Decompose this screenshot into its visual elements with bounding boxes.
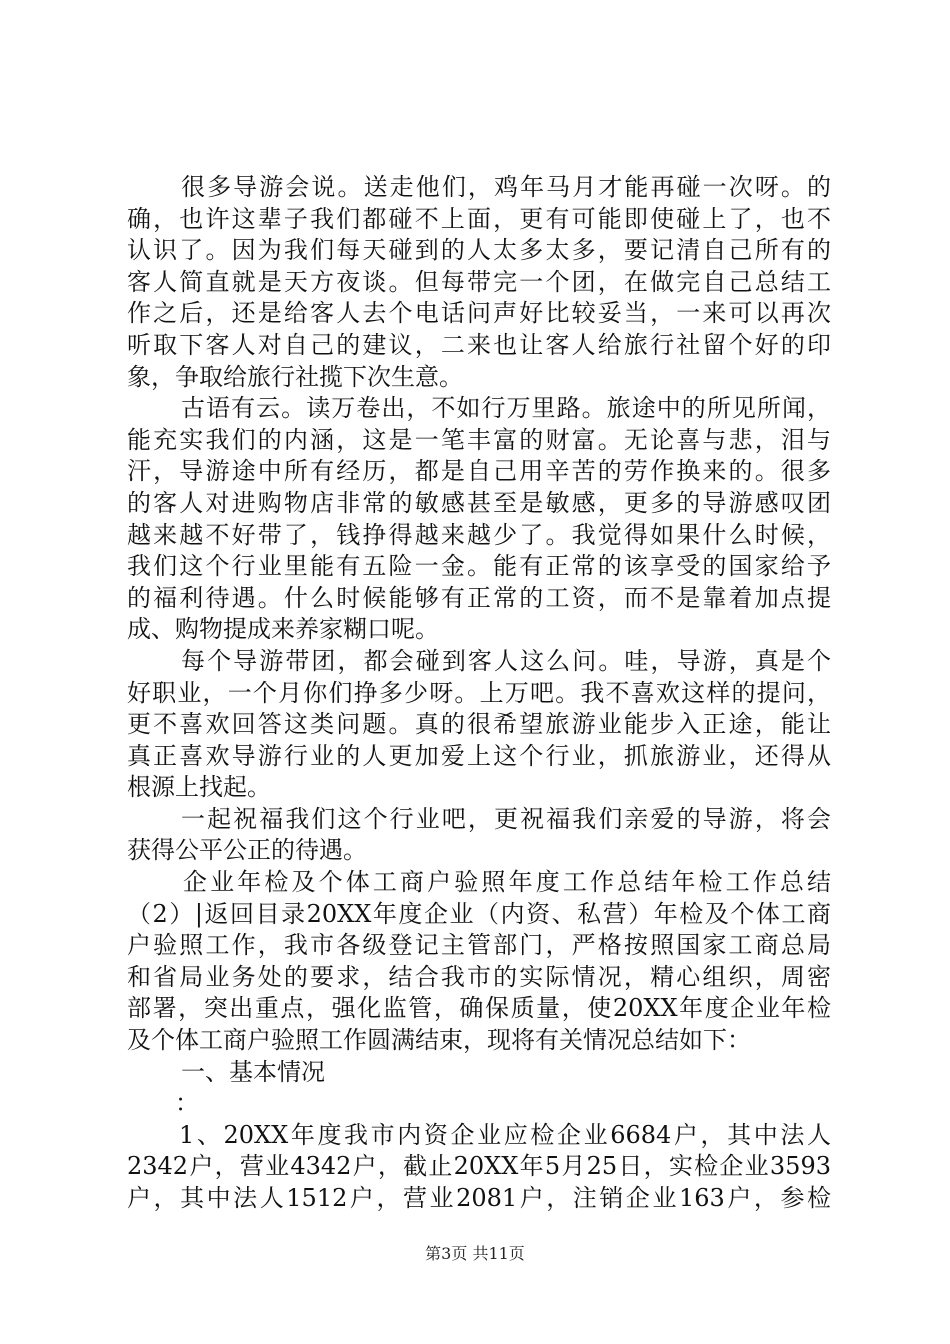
paragraph-line: 每个导游带团，都会碰到客人这么问。哇，导游，真是个 [181,646,831,675]
paragraph-line: 2342户，营业4342户，截止20XX年5月25日，实检企业3593 [127,1152,831,1181]
paragraph-line: 汗，导游途中所有经历，都是自己用辛苦的劳作换来的。很多 [127,457,831,486]
paragraph-line: 越来越不好带了，钱挣得越来越少了。我觉得如果什么时候， [127,520,831,549]
paragraph-line: 古语有云。读万卷出，不如行万里路。旅途中的所见所闻， [181,394,831,423]
page-number-footer: 第3页 共11页 [425,1244,525,1263]
section-heading: 一、基本情况 [181,1057,325,1086]
paragraph-line: 能充实我们的内涵，这是一笔丰富的财富。无论喜与悲，泪与 [127,425,831,454]
paragraph-line: 企业年检及个体工商户验照年度工作总结年检工作总结 [183,868,831,897]
paragraph-line: 好职业，一个月你们挣多少呀。上万吧。我不喜欢这样的提问， [127,678,831,707]
paragraph-line: 成、购物提成来养家糊口呢。 [127,615,439,644]
paragraph-line: ： [175,1089,199,1118]
paragraph-line: 更不喜欢回答这类问题。真的很希望旅游业能步入正途，能让 [127,710,831,739]
paragraph-line: 的福利待遇。什么时候能够有正常的工资，而不是靠着加点提 [127,583,831,612]
paragraph-line: 很多导游会说。送走他们，鸡年马月才能再碰一次呀。的 [181,173,831,201]
paragraph-line: 获得公平公正的待遇。 [127,836,367,865]
paragraph-line: 户验照工作，我市各级登记主管部门，严格按照国家工商总局 [127,931,831,960]
paragraph-line: 象，争取给旅行社揽下次生意。 [127,362,463,391]
paragraph-line: （2）|返回目录20XX年度企业（内资、私营）年检及个体工商 [127,899,831,928]
document-body [127,172,831,1215]
paragraph-line: 和省局业务处的要求，结合我市的实际情况，精心组织，周密 [127,962,831,991]
paragraph-line: 1、20XX年度我市内资企业应检企业6684户，其中法人 [179,1120,831,1149]
paragraph-line: 客人简直就是天方夜谈。但每带完一个团，在做完自己总结工 [127,267,831,296]
paragraph-line: 的客人对进购物店非常的敏感甚至是敏感，更多的导游感叹团 [127,488,831,517]
paragraph-line: 部署，突出重点，强化监管，确保质量，使20XX年度企业年检 [127,994,831,1023]
paragraph-line: 确，也许这辈子我们都碰不上面，更有可能即使碰上了，也不 [127,204,831,233]
paragraph-line: 根源上找起。 [127,773,271,802]
paragraph-line: 一起祝福我们这个行业吧，更祝福我们亲爱的导游，将会 [181,804,831,833]
paragraph-line: 听取下客人对自己的建议，二来也让客人给旅行社留个好的印 [127,330,831,359]
paragraph-line: 户，其中法人1512户，营业2081户，注销企业163户，参检 [127,1184,831,1212]
paragraph-line: 我们这个行业里能有五险一金。能有正常的该享受的国家给予 [127,552,831,581]
paragraph-line: 真正喜欢导游行业的人更加爱上这个行业，抓旅游业，还得从 [127,741,831,770]
paragraph-line: 作之后，还是给客人去个电话问声好比较妥当，一来可以再次 [127,299,831,328]
paragraph-line: 及个体工商户验照工作圆满结束，现将有关情况总结如下： [127,1026,751,1055]
paragraph-line: 认识了。因为我们每天碰到的人太多太多，要记清自己所有的 [127,236,831,265]
